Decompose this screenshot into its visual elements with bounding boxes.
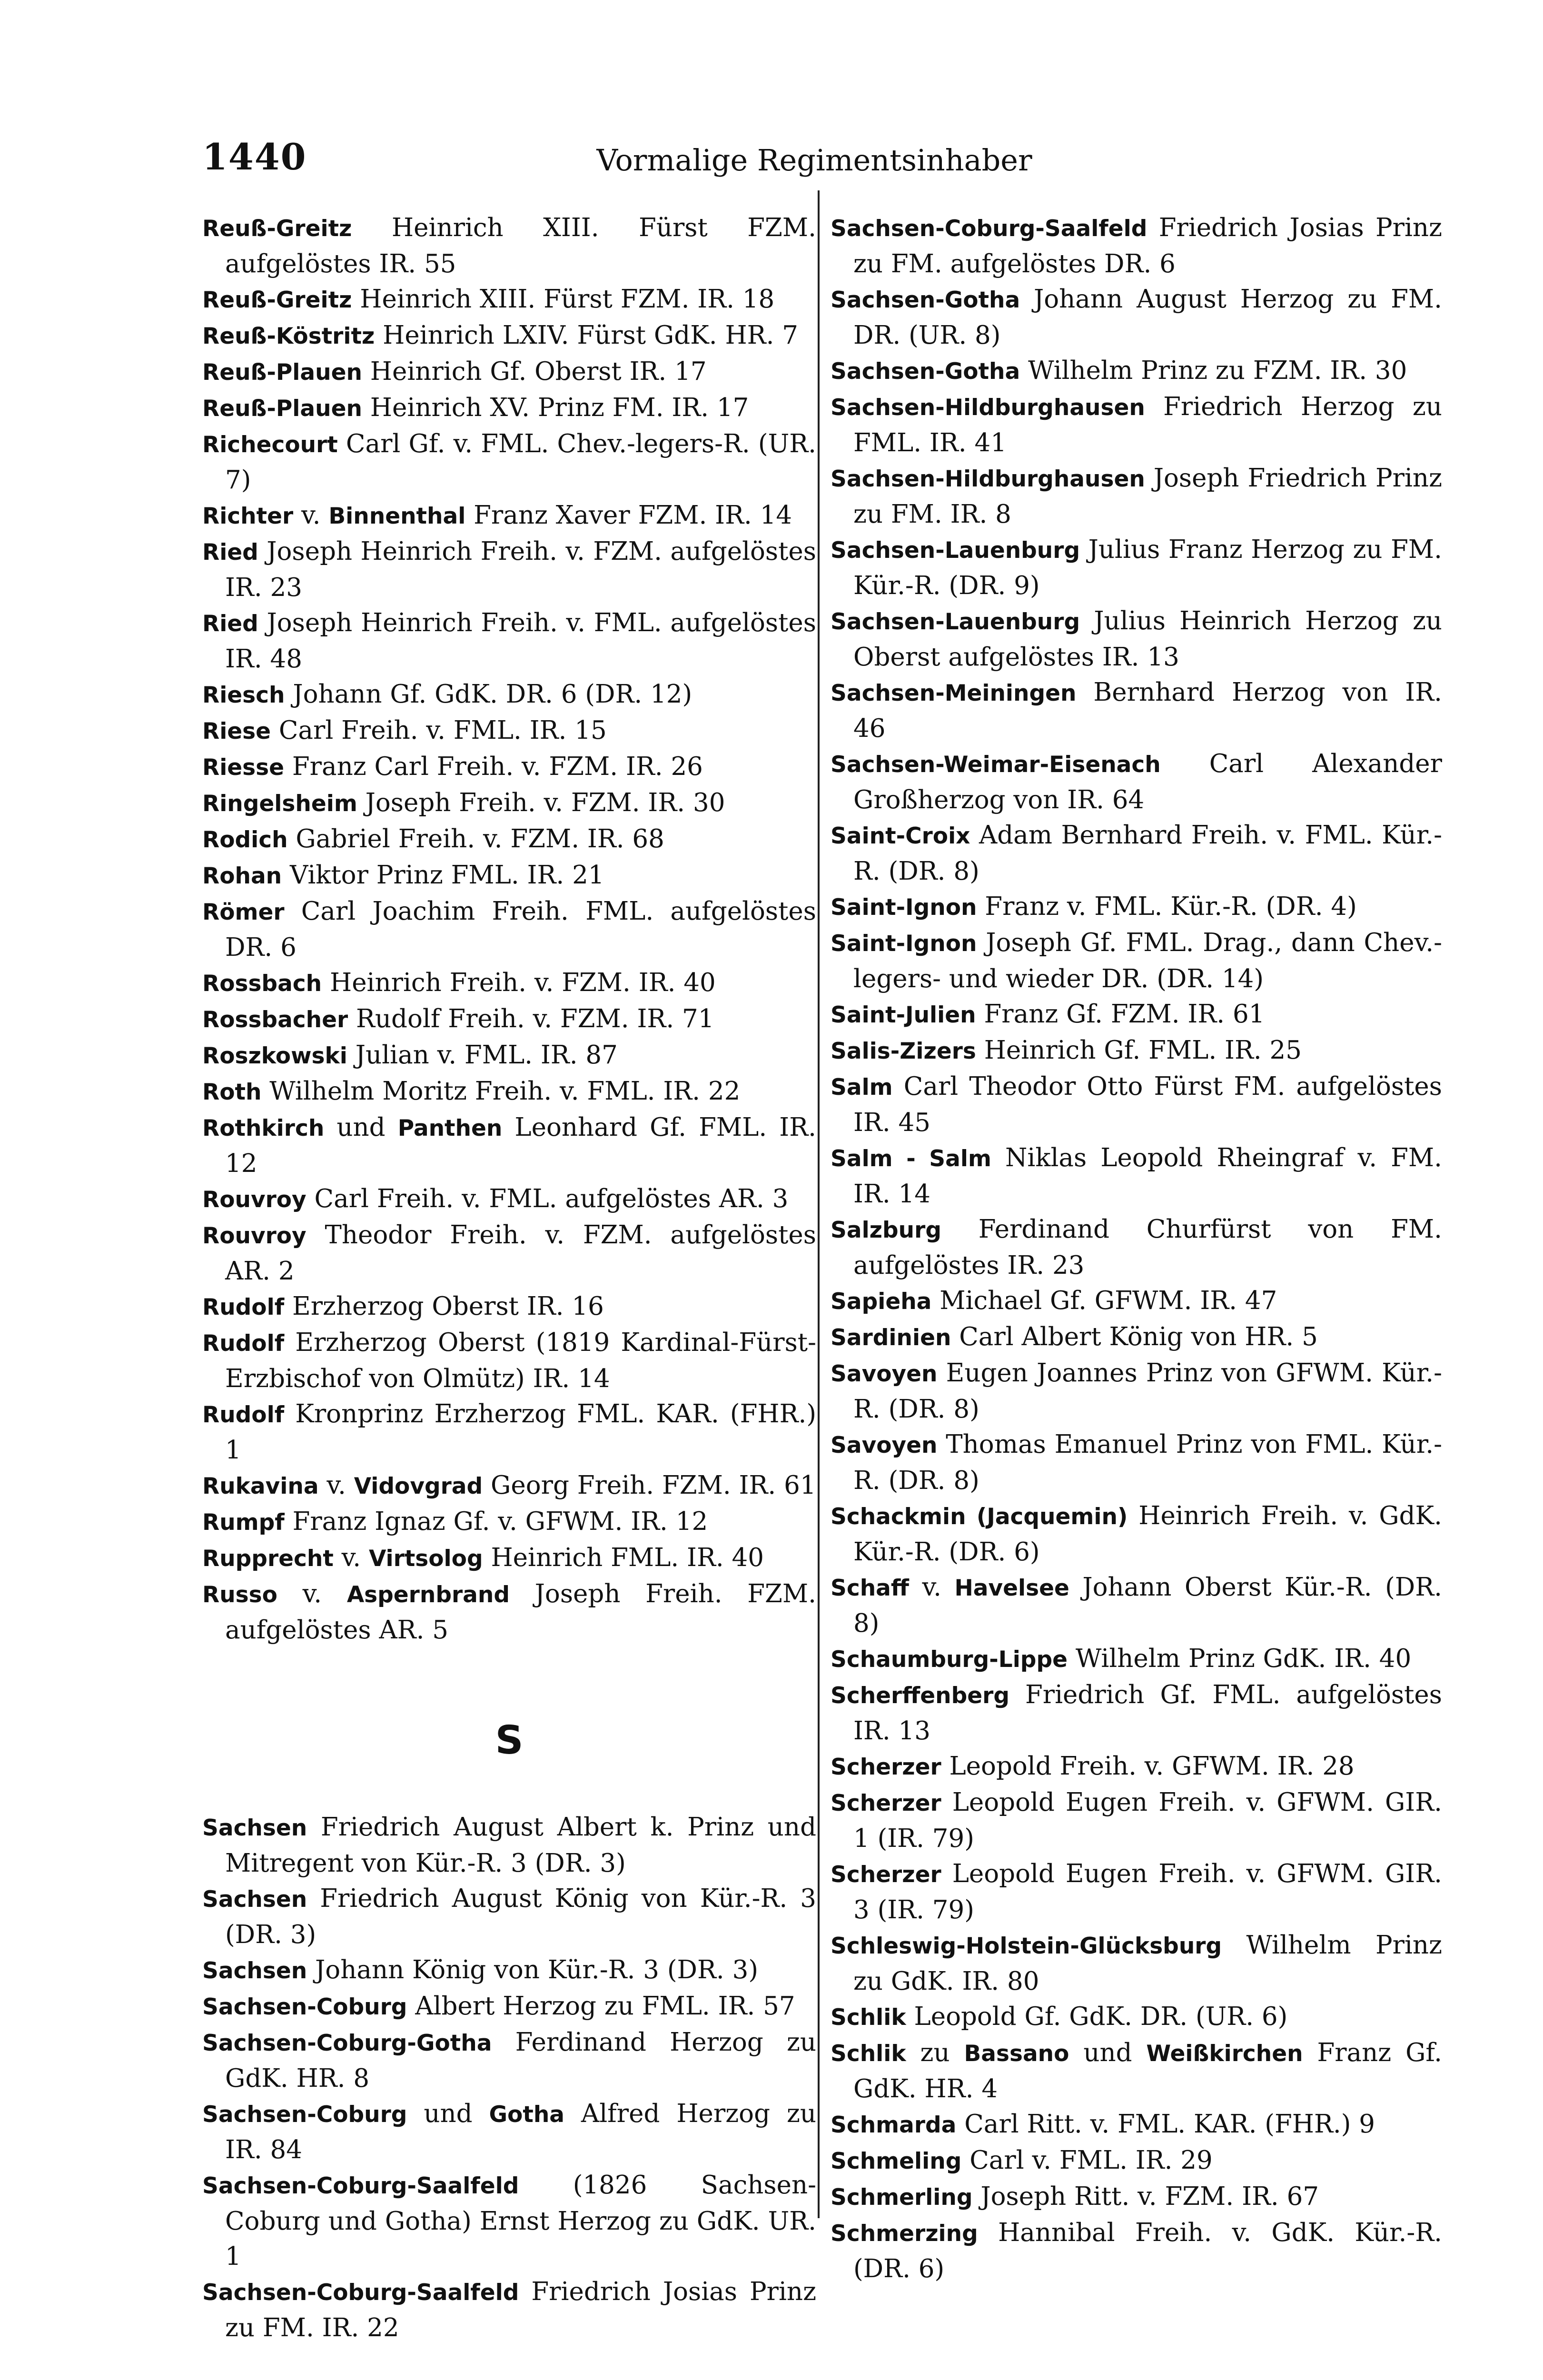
entry-name: Salzburg (831, 1217, 941, 1243)
entry-name: Schmeling (831, 2148, 962, 2174)
index-entry (202, 2025, 816, 2096)
entry-text: Carl Alexander Großherzog von IR. 64 (853, 749, 1442, 814)
entry-name: Sachsen-Coburg (202, 1994, 407, 2020)
entry-name: Sachsen-Gotha (831, 287, 1020, 313)
entry-text: Leonhard Gf. FML. IR. 12 (225, 1113, 816, 1178)
entry-text: Carl Theodor Otto Fürst FM. aufgelöstes IR. 45 (853, 1072, 1442, 1137)
entry-name: Havelsee (954, 1575, 1069, 1601)
entry-text: Joseph Heinrich Freih. v. FZM. aufgelöstes IR. 23 (225, 537, 816, 602)
entry-text: Ferdinand Herzog zu GdK. HR. 8 (225, 2028, 816, 2093)
entry-text: Julius Franz Herzog zu FM. Kür.-R. (DR. 9) (853, 535, 1442, 600)
entry-name: Schaumburg-Lippe (831, 1646, 1068, 1673)
entry-name: Sachsen-Weimar-Eisenach (831, 752, 1161, 778)
entry-name: Riesch (202, 682, 285, 708)
entry-name: Rudolf (202, 1294, 285, 1320)
entry-name: Riesse (202, 754, 285, 781)
index-entry (202, 965, 816, 1002)
index-entry (831, 1856, 1442, 1928)
entry-text: Heinrich Gf. Oberst IR. 17 (362, 357, 707, 386)
entry-name: Sachsen-Coburg-Saalfeld (202, 2280, 519, 2306)
entry-name: Aspernbrand (346, 1582, 510, 1608)
entry-text: Joseph Gf. FML. Drag., dann Chev.-legers- und wieder DR. (DR. 14) (853, 928, 1442, 993)
entry-name: Sapieha (831, 1289, 932, 1315)
index-entry (831, 746, 1442, 818)
entry-text: v. (293, 501, 329, 530)
entry-name: Saint-Ignon (831, 931, 977, 957)
entry-name: Reuß-Plauen (202, 359, 362, 386)
running-head: Vormalige Regimentsinhaber (596, 143, 1032, 178)
entry-text: Johann August Herzog zu FM. DR. (UR. 8) (853, 285, 1442, 350)
entry-text: Julian v. FML. IR. 87 (347, 1041, 618, 1070)
entry-name: Reuß-Greitz (202, 287, 352, 313)
index-entry (831, 1140, 1442, 1212)
index-entry (831, 2035, 1442, 2107)
entry-name: Sachsen (202, 1958, 307, 1984)
entry-name: Roszkowski (202, 1043, 347, 1069)
entry-name: Sachsen-Coburg (202, 2102, 407, 2128)
entry-name: Savoyen (831, 1432, 938, 1458)
entry-text: Theodor Freih. v. FZM. aufgelöstes AR. 2 (225, 1220, 816, 1286)
index-entry (831, 889, 1442, 925)
index-entry (202, 1038, 816, 1074)
entry-name: Sardinien (831, 1325, 951, 1351)
left-entries-s (202, 1810, 816, 2346)
entry-name: Reuß-Plauen (202, 396, 362, 422)
entry-name: Scherzer (831, 1790, 941, 1816)
index-entry (831, 461, 1442, 532)
entry-text: Wilhelm Prinz GdK. IR. 40 (1067, 1644, 1412, 1673)
entry-text: Leopold Gf. GdK. DR. (UR. 6) (906, 2002, 1288, 2031)
entry-text: Friedrich August König von Kür.-R. 3 (DR. 3) (225, 1884, 816, 1949)
entry-text: Franz v. FML. Kür.-R. (DR. 4) (977, 892, 1357, 921)
entry-name: Rukavina (202, 1473, 319, 1499)
entry-text: Carl Ritt. v. FML. KAR. (FHR.) 9 (956, 2110, 1375, 2139)
entry-text: Joseph Heinrich Freih. v. FML. aufgelöstes IR. 48 (225, 608, 816, 674)
entry-text: Friedrich Gf. FML. aufgelöstes IR. 13 (853, 1680, 1442, 1745)
entry-text: Niklas Leopold Rheingraf v. FM. IR. 14 (853, 1143, 1442, 1209)
entry-text: Carl Albert König von HR. 5 (951, 1322, 1318, 1351)
entry-text: Heinrich Gf. FML. IR. 25 (976, 1036, 1302, 1065)
index-entry (202, 1218, 816, 1289)
entry-text: Leopold Eugen Freih. v. GFWM. GIR. 1 (IR. 79) (853, 1788, 1442, 1853)
entry-name: Scherzer (831, 1754, 941, 1780)
entry-name: Saint-Croix (831, 823, 970, 849)
entry-text: Wilhelm Moritz Freih. v. FML. IR. 22 (261, 1077, 741, 1106)
index-entry (202, 498, 816, 534)
index-entry (202, 785, 816, 822)
right-entries (831, 210, 1442, 2287)
entry-text: Joseph Friedrich Prinz zu FM. IR. 8 (853, 464, 1442, 529)
entry-text: Franz Ignaz Gf. v. GFWM. IR. 12 (284, 1507, 708, 1536)
entry-name: Salm (831, 1074, 893, 1101)
entry-name: Rodich (202, 827, 288, 853)
entry-text: Wilhelm Prinz zu GdK. IR. 80 (853, 1931, 1442, 1996)
entry-name: Weißkirchen (1146, 2041, 1303, 2067)
index-entry (202, 894, 816, 965)
entry-name: Schaff (831, 1575, 909, 1601)
index-entry (202, 1953, 816, 1989)
index-entry (202, 1397, 816, 1468)
index-entry (831, 1677, 1442, 1749)
entry-name: Sachsen-Gotha (831, 358, 1020, 385)
entry-text: Franz Xaver FZM. IR. 14 (465, 501, 792, 530)
entry-name: Richecourt (202, 432, 338, 458)
index-entry (202, 1325, 816, 1397)
index-entry (202, 1810, 816, 1881)
entry-name: Römer (202, 899, 285, 925)
index-entry (831, 1498, 1442, 1570)
entry-text: v. (909, 1573, 955, 1602)
index-entry (831, 1212, 1442, 1283)
entry-text: Johann Gf. GdK. DR. 6 (DR. 12) (285, 680, 692, 709)
index-entry (202, 282, 816, 318)
entry-name: Salm - Salm (831, 1146, 991, 1172)
entry-name: Sachsen-Lauenburg (831, 609, 1080, 635)
entry-name: Vidovgrad (354, 1473, 483, 1499)
index-entry (202, 749, 816, 785)
entry-name: Riese (202, 718, 271, 744)
entry-name: Sachsen-Coburg-Saalfeld (831, 216, 1147, 242)
entry-text: v. (333, 1543, 369, 1572)
index-entry (831, 1928, 1442, 1999)
entry-name: Roth (202, 1079, 262, 1105)
entry-text: Erzherzog Oberst (1819 Kardinal-Fürst-Erzbischof von Olmütz) IR. 14 (225, 1328, 816, 1393)
entry-text: Friedrich Herzog zu FML. IR. 41 (853, 392, 1442, 457)
entry-text: Kronprinz Erzherzog FML. KAR. (FHR.) 1 (225, 1399, 816, 1465)
index-entry (831, 675, 1442, 746)
entry-text: Erzherzog Oberst IR. 16 (284, 1292, 604, 1321)
column-divider (818, 190, 820, 2218)
index-entry (202, 390, 816, 426)
left-column (202, 210, 816, 2346)
entry-name: Rohan (202, 863, 282, 889)
left-entries-r (202, 210, 816, 1648)
index-entry (831, 389, 1442, 461)
index-entry (831, 1283, 1442, 1319)
index-entry (831, 1641, 1442, 1677)
entry-text: Heinrich Freih. v. FZM. IR. 40 (322, 968, 716, 997)
entry-text: Carl Gf. v. FML. Chev.-legers-R. (UR. 7) (225, 429, 816, 495)
index-entry (831, 532, 1442, 604)
entry-name: Ringelsheim (202, 791, 357, 817)
entry-name: Rouvroy (202, 1223, 307, 1249)
index-entry (831, 2179, 1442, 2215)
entry-name: Sachsen-Hildburghausen (831, 395, 1145, 421)
entry-text: Leopold Eugen Freih. v. GFWM. GIR. 3 (IR. 79) (853, 1859, 1442, 1924)
index-entry (202, 713, 816, 749)
entry-name: Schmerling (831, 2184, 973, 2211)
index-entry (831, 925, 1442, 997)
index-entry (831, 1785, 1442, 1856)
entry-text: Joseph Ritt. v. FZM. IR. 67 (972, 2182, 1319, 2211)
index-entry (202, 1289, 816, 1325)
entry-text: Heinrich XV. Prinz FM. IR. 17 (362, 393, 749, 422)
entry-name: Panthen (397, 1115, 503, 1141)
index-entry (202, 605, 816, 677)
right-column (831, 210, 1442, 2287)
index-entry (831, 2215, 1442, 2287)
entry-text: Heinrich FML. IR. 40 (483, 1543, 764, 1572)
index-entry (202, 677, 816, 713)
index-entry (202, 2168, 816, 2274)
entry-text: Georg Freih. FZM. IR. 61 (483, 1471, 816, 1500)
entry-text: und (324, 1113, 398, 1142)
section-letter: S (495, 1718, 524, 1763)
entry-name: Salis-Zizers (831, 1038, 976, 1064)
entry-text: Heinrich Freih. v. GdK. Kür.-R. (DR. 6) (853, 1501, 1442, 1567)
entry-name: Rudolf (202, 1402, 285, 1428)
entry-text: Carl v. FML. IR. 29 (961, 2146, 1213, 2175)
entry-text: Friedrich August Albert k. Prinz und Mitregent von Kür.-R. 3 (DR. 3) (225, 1813, 816, 1878)
index-entry (831, 818, 1442, 889)
index-entry (831, 1999, 1442, 2035)
index-entry (202, 1074, 816, 1110)
entry-text: und (1069, 2038, 1147, 2067)
index-entry (202, 1002, 816, 1038)
entry-text: Friedrich Josias Prinz zu FM. IR. 22 (225, 2277, 816, 2342)
index-entry (831, 1033, 1442, 1069)
index-entry (831, 997, 1442, 1033)
entry-name: Russo (202, 1582, 277, 1608)
entry-text: v. (318, 1471, 354, 1500)
index-entry (831, 2143, 1442, 2179)
page-number: 1440 (202, 136, 307, 178)
entry-text: Leopold Freih. v. GFWM. IR. 28 (941, 1752, 1355, 1781)
entry-text: Heinrich XIII. Fürst FZM. aufgelöstes IR. 55 (225, 213, 816, 278)
index-entry (831, 1570, 1442, 1641)
index-entry (202, 426, 816, 498)
entry-name: Sachsen-Coburg-Gotha (202, 2030, 492, 2056)
index-entry (202, 2096, 816, 2168)
entry-text: Michael Gf. GFWM. IR. 47 (931, 1286, 1277, 1315)
entry-text: Johann König von Kür.-R. 3 (DR. 3) (307, 1955, 758, 1984)
index-entry (831, 1427, 1442, 1498)
entry-text: zu (906, 2038, 964, 2067)
entry-name: Saint-Julien (831, 1002, 976, 1028)
entry-name: Schmarda (831, 2112, 957, 2138)
entry-name: Rouvroy (202, 1187, 307, 1213)
entry-name: Virtsolog (368, 1546, 483, 1572)
index-entry (202, 822, 816, 858)
entry-name: Scherffenberg (831, 1683, 1009, 1709)
index-entry (831, 282, 1442, 353)
index-entry (202, 2274, 816, 2346)
entry-name: Reuß-Köstritz (202, 323, 375, 349)
entry-text: (1826 Sachsen-Coburg und Gotha) Ernst Herzog zu GdK. UR. 1 (225, 2171, 816, 2271)
entry-text: Eugen Joannes Prinz von GFWM. Kür.-R. (DR. 8) (853, 1359, 1442, 1424)
entry-text: Julius Heinrich Herzog zu Oberst aufgelöstes IR. 13 (853, 606, 1442, 672)
index-entry (202, 1881, 816, 1953)
entry-name: Rupprecht (202, 1546, 334, 1572)
entry-name: Schmerzing (831, 2221, 978, 2247)
index-entry (202, 1504, 816, 1540)
index-entry (202, 318, 816, 354)
entry-name: Ried (202, 539, 258, 565)
index-entry (202, 1577, 816, 1648)
entry-text: Heinrich XIII. Fürst FZM. IR. 18 (352, 285, 775, 314)
entry-text: Albert Herzog zu FML. IR. 57 (407, 1992, 795, 2021)
entry-name: Rossbach (202, 971, 322, 997)
entry-text: Bernhard Herzog von IR. 46 (853, 678, 1442, 743)
entry-text: Carl Freih. v. FML. aufgelöstes AR. 3 (306, 1184, 789, 1213)
entry-name: Rudolf (202, 1330, 285, 1357)
entry-text: Alfred Herzog zu IR. 84 (225, 2099, 817, 2164)
index-entry (831, 1069, 1442, 1140)
entry-name: Reuß-Greitz (202, 216, 352, 242)
entry-text: Ferdinand Churfürst von FM. aufgelöstes IR. 23 (853, 1215, 1442, 1280)
entry-name: Sachsen-Lauenburg (831, 537, 1080, 564)
index-entry (202, 858, 816, 894)
entry-text: Wilhelm Prinz zu FZM. IR. 30 (1020, 356, 1407, 385)
index-entry (202, 1110, 816, 1181)
index-entry (831, 353, 1442, 389)
entry-name: Ried (202, 611, 258, 637)
entry-text: Viktor Prinz FML. IR. 21 (282, 861, 604, 890)
entry-name: Sachsen-Coburg-Saalfeld (202, 2173, 519, 2199)
index-entry (831, 604, 1442, 675)
entry-name: Savoyen (831, 1361, 938, 1387)
entry-name: Saint-Ignon (831, 894, 977, 921)
entry-text: und (407, 2099, 489, 2128)
index-entry (831, 2107, 1442, 2143)
index-entry (202, 354, 816, 390)
entry-name: Sachsen (202, 1886, 307, 1913)
entry-text: Franz Gf. FZM. IR. 61 (976, 1000, 1265, 1029)
entry-text: Johann Oberst Kür.-R. (DR. 8) (853, 1573, 1442, 1638)
entry-text: Franz Gf. GdK. HR. 4 (853, 2038, 1442, 2103)
entry-name: Sachsen-Hildburghausen (831, 466, 1145, 492)
entry-name: Schlik (831, 2004, 906, 2031)
index-entry (202, 534, 816, 605)
entry-text: Joseph Freih. v. FZM. IR. 30 (357, 788, 725, 817)
index-entry (202, 1181, 816, 1218)
entry-text: Carl Freih. v. FML. IR. 15 (271, 716, 607, 745)
entry-text: Joseph Freih. FZM. aufgelöstes AR. 5 (225, 1579, 816, 1645)
entry-text: Adam Bernhard Freih. v. FML. Kür.-R. (DR. 8) (853, 821, 1442, 886)
entry-text: Rudolf Freih. v. FZM. IR. 71 (348, 1004, 714, 1033)
entry-text: Heinrich LXIV. Fürst GdK. HR. 7 (375, 321, 798, 350)
index-entry (202, 210, 816, 282)
index-entry (202, 1468, 816, 1504)
entry-name: Rumpf (202, 1509, 285, 1536)
index-entry (202, 1540, 816, 1577)
entry-name: Schlik (831, 2041, 906, 2067)
entry-name: Bassano (964, 2041, 1069, 2067)
index-entry (831, 1356, 1442, 1427)
entry-name: Binnenthal (328, 503, 466, 529)
index-entry (831, 1319, 1442, 1356)
entry-name: Gotha (489, 2102, 564, 2128)
entry-text: Carl Joachim Freih. FML. aufgelöstes DR. 6 (225, 897, 816, 962)
entry-name: Sachsen (202, 1815, 307, 1841)
entry-name: Scherzer (831, 1862, 941, 1888)
entry-name: Richter (202, 503, 294, 529)
index-entry (831, 1749, 1442, 1785)
entry-text: v. (277, 1579, 347, 1608)
entry-name: Sachsen-Meiningen (831, 680, 1077, 706)
entry-name: Rossbacher (202, 1007, 348, 1033)
entry-text: Gabriel Freih. v. FZM. IR. 68 (287, 824, 664, 853)
entry-text: Thomas Emanuel Prinz von FML. Kür.-R. (DR. 8) (853, 1430, 1442, 1495)
index-entry (202, 1989, 816, 2025)
entry-text: Friedrich Josias Prinz zu FM. aufgelöstes DR. 6 (853, 213, 1442, 278)
entry-name: Schackmin (Jacquemin) (831, 1504, 1128, 1530)
entry-name: Rothkirch (202, 1115, 325, 1141)
index-entry (831, 210, 1442, 282)
entry-text: Franz Carl Freih. v. FZM. IR. 26 (284, 752, 703, 781)
entry-text: Hannibal Freih. v. GdK. Kür.-R. (DR. 6) (853, 2218, 1442, 2283)
entry-name: Schleswig-Holstein-Glücksburg (831, 1933, 1222, 1959)
